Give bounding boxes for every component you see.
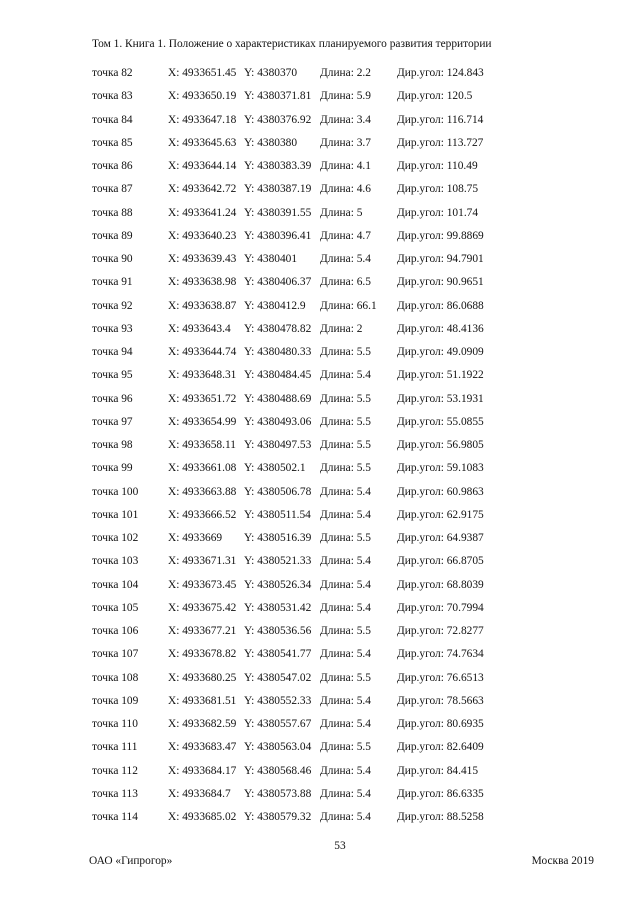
direction-angle: Дир.угол: 124.843 [397, 67, 484, 79]
direction-angle: Дир.угол: 84.415 [397, 764, 479, 777]
segment-length: Длина: 5.5 [320, 671, 371, 684]
coordinate-row [0, 134, 640, 157]
point-y-coordinate: Y: 4380493.06 [244, 415, 312, 428]
point-x-coordinate: X: 4933675.42 [168, 601, 237, 614]
segment-length: Длина: 2 [320, 322, 363, 335]
segment-length: Длина: 5.5 [320, 741, 371, 754]
point-y-coordinate: Y: 4380380 [244, 136, 298, 149]
coordinate-row [0, 669, 640, 692]
point-x-coordinate: X: 4933683.47 [168, 741, 237, 754]
page-header-title: Том 1. Книга 1. Положение о характеристиках планируемого развития территории [92, 38, 492, 50]
segment-length: Длина: 5.5 [320, 346, 371, 358]
coordinate-list [0, 64, 640, 831]
point-name: точка 94 [92, 346, 133, 358]
point-y-coordinate: Y: 4380396.41 [244, 229, 312, 242]
point-y-coordinate: Y: 4380502.1 [244, 462, 306, 475]
direction-angle: Дир.угол: 99.8869 [397, 229, 484, 242]
point-x-coordinate: X: 4933651.72 [168, 392, 237, 405]
point-name: точка 84 [92, 113, 133, 126]
direction-angle: Дир.угол: 68.8039 [397, 578, 484, 591]
direction-angle: Дир.угол: 48.4136 [397, 322, 484, 335]
coordinate-row [0, 413, 640, 436]
point-y-coordinate: Y: 4380406.37 [244, 276, 312, 289]
coordinate-row [0, 297, 640, 320]
point-name: точка 106 [92, 625, 139, 637]
direction-angle: Дир.угол: 110.49 [397, 160, 478, 172]
segment-length: Длина: 5.5 [320, 462, 371, 475]
coordinate-row [0, 459, 640, 482]
point-y-coordinate: Y: 4380480.33 [244, 346, 312, 358]
segment-length: Длина: 5.4 [320, 508, 371, 521]
segment-length: Длина: 5.5 [320, 532, 371, 544]
point-x-coordinate: X: 4933661.08 [168, 462, 237, 475]
point-x-coordinate: X: 4933642.72 [168, 183, 237, 196]
point-name: точка 95 [92, 369, 133, 382]
point-y-coordinate: Y: 4380376.92 [244, 113, 312, 126]
direction-angle: Дир.угол: 49.0909 [397, 346, 484, 358]
point-y-coordinate: Y: 4380541.77 [244, 648, 312, 661]
point-x-coordinate: X: 4933641.24 [168, 206, 237, 219]
point-name: точка 97 [92, 415, 133, 428]
direction-angle: Дир.угол: 108.75 [397, 183, 479, 196]
footer-organization: ОАО «Гипрогор» [89, 855, 173, 867]
point-x-coordinate: X: 4933685.02 [168, 811, 237, 823]
segment-length: Длина: 5.4 [320, 485, 371, 498]
segment-length: Длина: 5.4 [320, 555, 371, 568]
point-x-coordinate: X: 4933671.31 [168, 555, 237, 568]
point-x-coordinate: X: 4933643.4 [168, 322, 231, 335]
coordinate-row [0, 227, 640, 250]
direction-angle: Дир.угол: 62.9175 [397, 508, 484, 521]
point-name: точка 114 [92, 811, 138, 823]
direction-angle: Дир.угол: 86.6335 [397, 787, 484, 800]
point-y-coordinate: Y: 4380557.67 [244, 718, 312, 730]
point-name: точка 89 [92, 229, 133, 242]
point-name: точка 96 [92, 392, 133, 405]
point-name: точка 93 [92, 322, 133, 335]
direction-angle: Дир.угол: 78.5663 [397, 694, 484, 707]
coordinate-row [0, 738, 640, 761]
direction-angle: Дир.угол: 51.1922 [397, 369, 484, 382]
coordinate-row [0, 529, 640, 552]
segment-length: Длина: 4.7 [320, 229, 371, 242]
coordinate-row [0, 111, 640, 134]
point-y-coordinate: Y: 4380391.55 [244, 206, 312, 219]
coordinate-row [0, 320, 640, 343]
point-y-coordinate: Y: 4380552.33 [244, 694, 312, 707]
coordinate-row [0, 785, 640, 808]
point-y-coordinate: Y: 4380506.78 [244, 485, 312, 498]
coordinate-row [0, 808, 640, 831]
point-x-coordinate: X: 4933640.23 [168, 229, 237, 242]
segment-length: Длина: 6.5 [320, 276, 371, 289]
point-y-coordinate: Y: 4380478.82 [244, 322, 312, 335]
segment-length: Длина: 5.4 [320, 718, 371, 730]
point-y-coordinate: Y: 4380484.45 [244, 369, 312, 382]
coordinate-row [0, 180, 640, 203]
coordinate-row [0, 273, 640, 296]
point-x-coordinate: X: 4933663.88 [168, 485, 237, 498]
direction-angle: Дир.угол: 101.74 [397, 206, 479, 219]
point-y-coordinate: Y: 4380526.34 [244, 578, 312, 591]
coordinate-row [0, 87, 640, 110]
direction-angle: Дир.угол: 94.7901 [397, 253, 484, 265]
point-x-coordinate: X: 4933681.51 [168, 694, 237, 707]
direction-angle: Дир.угол: 55.0855 [397, 415, 484, 428]
direction-angle: Дир.угол: 82.6409 [397, 741, 484, 754]
segment-length: Длина: 4.1 [320, 160, 371, 172]
point-x-coordinate: X: 4933678.82 [168, 648, 237, 661]
direction-angle: Дир.угол: 66.8705 [397, 555, 484, 568]
direction-angle: Дир.угол: 90.9651 [397, 276, 484, 289]
point-y-coordinate: Y: 4380568.46 [244, 764, 312, 777]
point-name: точка 111 [92, 741, 138, 754]
page-number: 53 [334, 840, 346, 852]
segment-length: Длина: 4.6 [320, 183, 371, 196]
direction-angle: Дир.угол: 88.5258 [397, 811, 484, 823]
direction-angle: Дир.угол: 70.7994 [397, 601, 484, 614]
point-x-coordinate: X: 4933638.98 [168, 276, 237, 289]
point-y-coordinate: Y: 4380516.39 [244, 532, 312, 544]
point-name: точка 110 [92, 718, 138, 730]
point-y-coordinate: Y: 4380370 [244, 67, 298, 79]
point-name: точка 88 [92, 206, 133, 219]
coordinate-row [0, 390, 640, 413]
coordinate-row [0, 483, 640, 506]
direction-angle: Дир.угол: 120.5 [397, 90, 473, 103]
point-y-coordinate: Y: 4380531.42 [244, 601, 312, 614]
point-y-coordinate: Y: 4380573.88 [244, 787, 312, 800]
point-y-coordinate: Y: 4380536.56 [244, 625, 312, 637]
point-x-coordinate: X: 4933639.43 [168, 253, 237, 265]
coordinate-row [0, 762, 640, 785]
point-name: точка 87 [92, 183, 133, 196]
segment-length: Длина: 5.5 [320, 415, 371, 428]
point-x-coordinate: X: 4933638.87 [168, 299, 237, 312]
point-name: точка 92 [92, 299, 133, 312]
coordinate-row [0, 250, 640, 273]
coordinate-row [0, 599, 640, 622]
point-y-coordinate: Y: 4380521.33 [244, 555, 312, 568]
coordinate-row [0, 366, 640, 389]
coordinate-row [0, 692, 640, 715]
segment-length: Длина: 5.4 [320, 694, 371, 707]
segment-length: Длина: 3.7 [320, 136, 371, 149]
direction-angle: Дир.угол: 76.6513 [397, 671, 484, 684]
point-y-coordinate: Y: 4380488.69 [244, 392, 312, 405]
segment-length: Длина: 5.4 [320, 648, 371, 661]
point-x-coordinate: X: 4933644.74 [168, 346, 237, 358]
point-x-coordinate: X: 4933648.31 [168, 369, 237, 382]
direction-angle: Дир.угол: 116.714 [397, 113, 484, 126]
point-name: точка 112 [92, 764, 138, 777]
direction-angle: Дир.угол: 86.0688 [397, 299, 484, 312]
segment-length: Длина: 5.4 [320, 253, 371, 265]
segment-length: Длина: 66.1 [320, 299, 377, 312]
segment-length: Длина: 5.5 [320, 392, 371, 405]
segment-length: Длина: 5.5 [320, 439, 371, 451]
point-x-coordinate: X: 4933680.25 [168, 671, 237, 684]
point-x-coordinate: X: 4933682.59 [168, 718, 237, 730]
point-x-coordinate: X: 4933677.21 [168, 625, 237, 637]
segment-length: Длина: 5.4 [320, 764, 371, 777]
point-x-coordinate: X: 4933651.45 [168, 67, 237, 79]
segment-length: Длина: 5.4 [320, 811, 371, 823]
point-y-coordinate: Y: 4380511.54 [244, 508, 311, 521]
direction-angle: Дир.угол: 80.6935 [397, 718, 484, 730]
point-name: точка 103 [92, 555, 139, 568]
segment-length: Длина: 5.4 [320, 369, 371, 382]
point-x-coordinate: X: 4933669 [168, 532, 223, 544]
point-x-coordinate: X: 4933684.17 [168, 764, 237, 777]
point-x-coordinate: X: 4933654.99 [168, 415, 237, 428]
segment-length: Длина: 5.5 [320, 625, 371, 637]
point-name: точка 90 [92, 253, 133, 265]
coordinate-row [0, 204, 640, 227]
point-y-coordinate: Y: 4380371.81 [244, 90, 312, 103]
segment-length: Длина: 5.9 [320, 90, 371, 103]
point-name: точка 109 [92, 694, 139, 707]
coordinate-row [0, 715, 640, 738]
point-name: точка 102 [92, 532, 139, 544]
point-x-coordinate: X: 4933666.52 [168, 508, 237, 521]
point-name: точка 98 [92, 439, 133, 451]
point-y-coordinate: Y: 4380497.53 [244, 439, 312, 451]
point-name: точка 113 [92, 787, 138, 800]
segment-length: Длина: 5 [320, 206, 363, 219]
point-x-coordinate: X: 4933673.45 [168, 578, 237, 591]
direction-angle: Дир.угол: 74.7634 [397, 648, 484, 661]
point-name: точка 104 [92, 578, 139, 591]
point-y-coordinate: Y: 4380383.39 [244, 160, 312, 172]
segment-length: Длина: 5.4 [320, 601, 371, 614]
direction-angle: Дир.угол: 113.727 [397, 136, 484, 149]
direction-angle: Дир.угол: 60.9863 [397, 485, 484, 498]
point-name: точка 99 [92, 462, 133, 475]
point-y-coordinate: Y: 4380579.32 [244, 811, 312, 823]
point-x-coordinate: X: 4933644.14 [168, 160, 237, 172]
direction-angle: Дир.угол: 64.9387 [397, 532, 484, 544]
coordinate-row [0, 622, 640, 645]
direction-angle: Дир.угол: 59.1083 [397, 462, 484, 475]
direction-angle: Дир.угол: 53.1931 [397, 392, 484, 405]
point-y-coordinate: Y: 4380547.02 [244, 671, 312, 684]
segment-length: Длина: 3.4 [320, 113, 371, 126]
coordinate-row [0, 436, 640, 459]
point-x-coordinate: X: 4933684.7 [168, 787, 231, 800]
footer-city-year: Москва 2019 [531, 855, 594, 867]
segment-length: Длина: 2.2 [320, 67, 371, 79]
coordinate-row [0, 552, 640, 575]
coordinate-row [0, 157, 640, 180]
point-name: точка 108 [92, 671, 139, 684]
point-name: точка 82 [92, 67, 133, 79]
point-x-coordinate: X: 4933645.63 [168, 136, 237, 149]
point-y-coordinate: Y: 4380563.04 [244, 741, 312, 754]
coordinate-row [0, 64, 640, 87]
point-x-coordinate: X: 4933647.18 [168, 113, 237, 126]
coordinate-row [0, 506, 640, 529]
point-name: точка 100 [92, 485, 139, 498]
direction-angle: Дир.угол: 72.8277 [397, 625, 484, 637]
direction-angle: Дир.угол: 56.9805 [397, 439, 484, 451]
point-y-coordinate: Y: 4380401 [244, 253, 298, 265]
point-name: точка 105 [92, 601, 139, 614]
point-name: точка 85 [92, 136, 133, 149]
coordinate-row [0, 645, 640, 668]
point-name: точка 91 [92, 276, 133, 289]
coordinate-row [0, 343, 640, 366]
point-name: точка 86 [92, 160, 133, 172]
point-name: точка 83 [92, 90, 133, 103]
point-y-coordinate: Y: 4380387.19 [244, 183, 312, 196]
point-x-coordinate: X: 4933650.19 [168, 90, 237, 103]
point-name: точка 107 [92, 648, 139, 661]
segment-length: Длина: 5.4 [320, 578, 371, 591]
point-y-coordinate: Y: 4380412.9 [244, 299, 306, 312]
segment-length: Длина: 5.4 [320, 787, 371, 800]
point-x-coordinate: X: 4933658.11 [168, 439, 236, 451]
point-name: точка 101 [92, 508, 139, 521]
coordinate-row [0, 576, 640, 599]
